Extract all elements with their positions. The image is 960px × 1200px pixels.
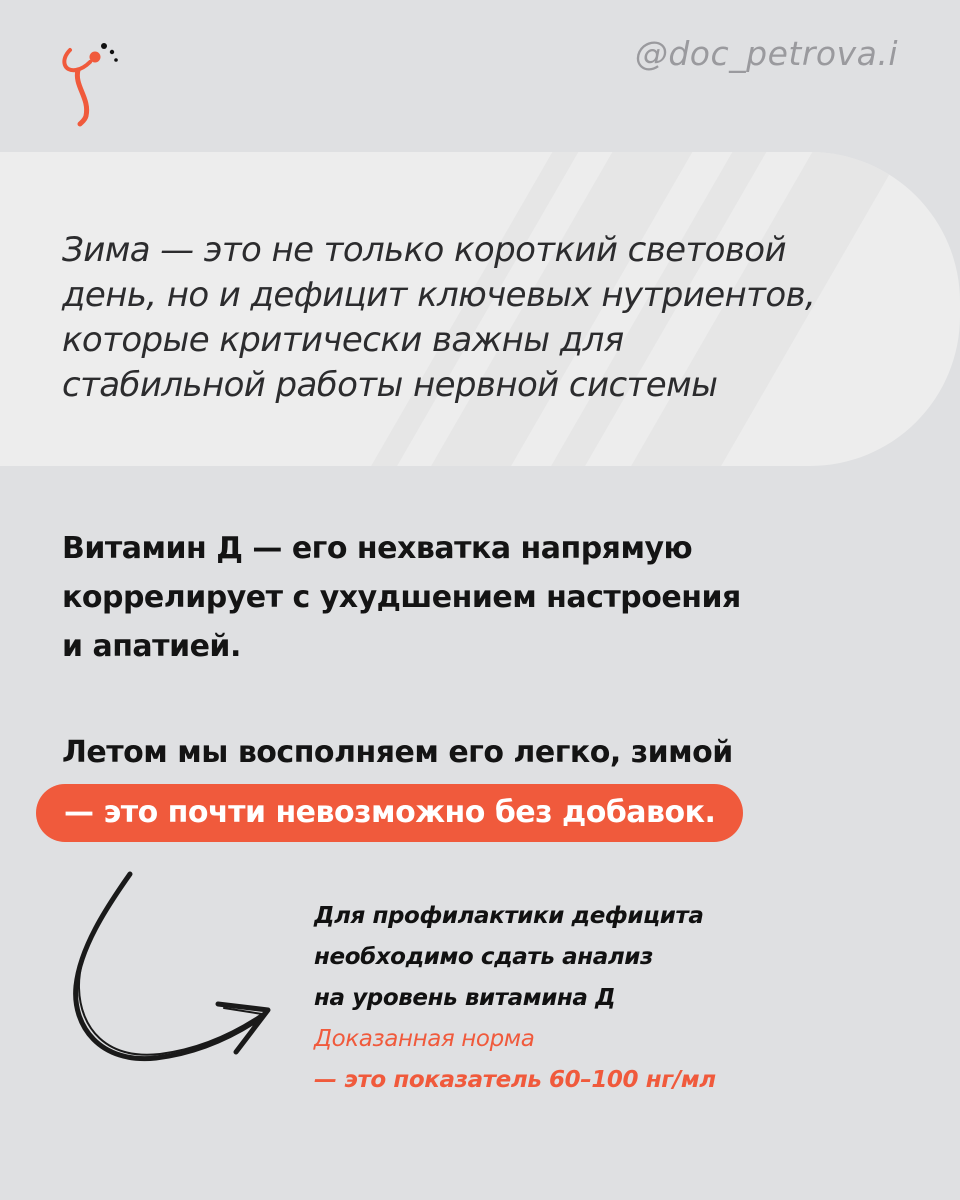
vitamin-d-paragraph <box>62 524 741 671</box>
intro-line: которые критически важны для <box>62 320 624 360</box>
vitamin-line: коррелирует с ухудшением настроения <box>62 580 741 615</box>
intro-line: стабильной работы нервной системы <box>62 365 718 405</box>
intro-line: Зима — это не только короткий световой <box>62 230 787 270</box>
curved-arrow-icon <box>58 868 288 1083</box>
vitamin-line: и апатией. <box>62 629 241 664</box>
summer-paragraph <box>62 728 743 842</box>
vitamin-line: Витамин Д — его нехватка напрямую <box>62 531 693 566</box>
author-handle[interactable]: @doc_petrova.i <box>634 34 898 73</box>
summer-line: Летом мы восполняем его легко, зимой <box>62 735 733 770</box>
analysis-note <box>314 896 716 1101</box>
note-line: Для профилактики дефицита <box>314 903 704 929</box>
norm-value: — это показатель 60–100 нг/мл <box>314 1067 716 1093</box>
intro-line: день, но и дефицит ключевых нутриентов, <box>62 275 816 315</box>
note-line: необходимо сдать анализ <box>314 944 653 970</box>
norm-label: Доказанная норма <box>314 1026 535 1052</box>
note-line: на уровень витамина Д <box>314 985 616 1011</box>
dancer-logo-icon <box>56 36 126 128</box>
highlight-pill: — это почти невозможно без добавок. <box>36 784 743 842</box>
intro-text <box>62 228 922 408</box>
